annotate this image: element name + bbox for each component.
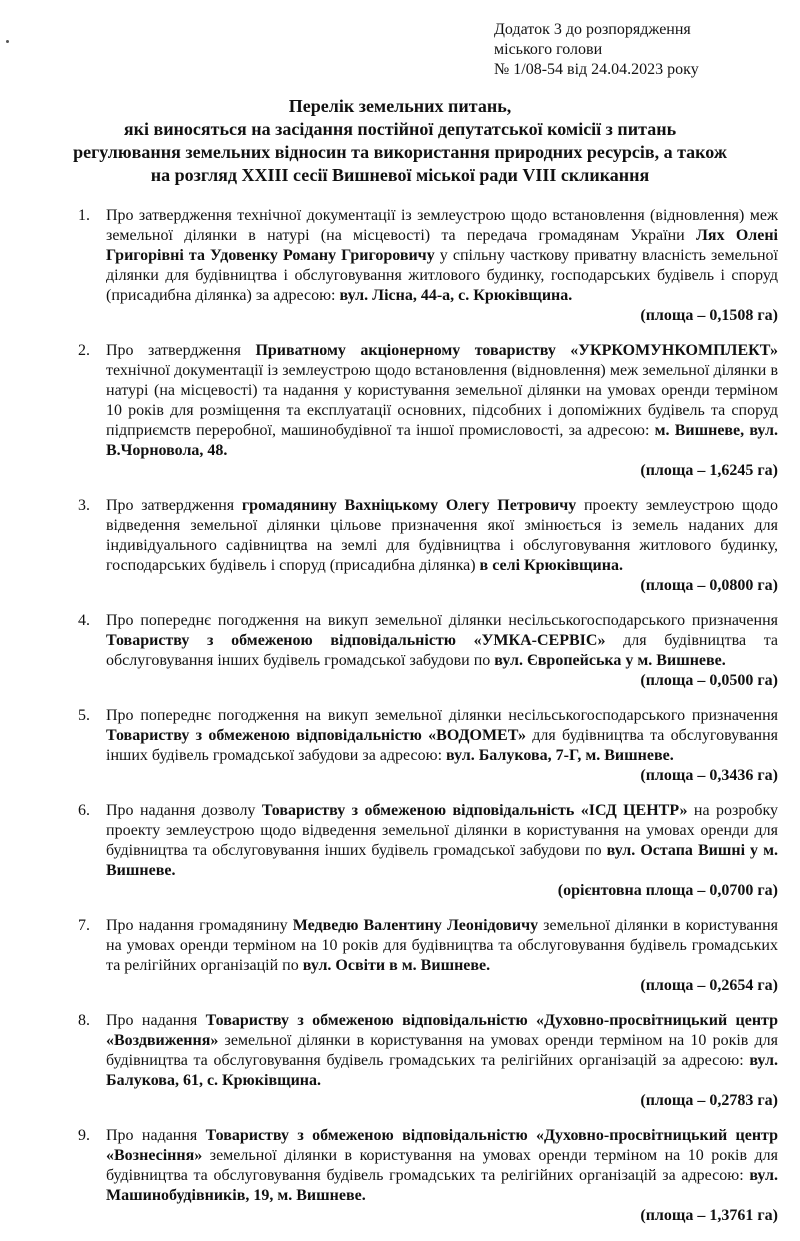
list-item (0, 916, 800, 996)
annex-block (494, 20, 699, 80)
title-line-1: Перелік земельних питань, (288, 96, 512, 116)
item-number: 9. (78, 1127, 90, 1144)
item-number: 3. (78, 497, 90, 514)
item-text: Про попереднє погодження на викуп земельної ділянки несільськогосподарського призначення Товариству з обмеженою відповідальністю «ВОДОМЕТ» для будівництва та обслуговування інших будівель громадської забудови за адресою: вул. Балукова, 7-Г, м. Вишневе. (площа – 0,3436 га) (106, 707, 778, 784)
annex-line-1: Додаток 3 до розпорядження (494, 21, 691, 38)
item-text: Про надання громадянину Медведю Валентину Леонідовичу земельної ділянки в користування на умовах оренди терміном на 10 років для будівництва та обслуговування будівель громадських та релігійних організацій по вул. Освіти в м. Вишневе. (площа – 0,2654 га) (106, 917, 779, 994)
item-text: Про затвердження Приватному акціонерному товариству «УКРКОМУНКОМПЛЕКТ» технічної документації із землеустрою щодо встановлення (відновлення) меж земельної ділянки в натурі (на місцевості) та надання у користування земельної ділянки на умовах оренди терміном 10 років для розміщення та експлуатації основних, підсобних і допоміжних будівель та споруд підприємств переробної, машинобудівної та іншої промисловості, за адресою: м. Вишневе, вул. В.Чорновола, 48. (площа – 1,6245 га) (106, 342, 779, 479)
item-text: Про надання дозволу Товариству з обмеженою відповідальність «ІСД ЦЕНТР» на розробку проекту землеустрою щодо відведення земельної ділянки в користування на умовах оренди для будівництва та обслуговування інших будівель громадської забудови по вул. Остапа Вишні у м. Вишневе. (орієнтовна площа – 0,0700 га) (106, 802, 779, 899)
item-number: 6. (78, 802, 90, 819)
item-text: Про затвердження громадянину Вахніцькому Олегу Петровичу проекту землеустрою щодо відведення земельної ділянки цільове призначення якої змінюється із земель наданих для індивідуального садівництва на землі для будівництва і обслуговування житлового будинку, господарських будівель і споруд (присадибна ділянка) в селі Крюківщина. (площа – 0,0800 га) (106, 497, 778, 594)
title-line-2: які виносяться на засідання постійної депутатської комісії з питань (123, 119, 677, 139)
list-item (0, 496, 800, 596)
item-number: 5. (78, 707, 90, 724)
item-area: (орієнтовна площа – 0,0700 га) (557, 882, 778, 899)
item-area: (площа – 0,3436 га) (640, 767, 778, 784)
list-item (0, 706, 800, 786)
item-number: 4. (78, 612, 90, 629)
list-item (0, 341, 800, 481)
item-area: (площа – 0,2783 га) (640, 1092, 778, 1109)
item-text: Про надання Товариству з обмеженою відповідальністю «Духовно-просвітницький центр «Вознесіння» земельної ділянки в користування на умовах оренди терміном на 10 років для будівництва та обслуговування будівель громадських та релігійних організацій за адресою: вул. Машинобудівників, 19, м. Вишневе. (площа – 1,3761 га) (106, 1127, 778, 1224)
issues-list (0, 206, 800, 1241)
title-line-3: регулювання земельних відносин та використання природних ресурсів, а також (73, 142, 727, 162)
list-item (0, 1011, 800, 1111)
item-text: Про надання Товариству з обмеженою відповідальністю «Духовно-просвітницький центр «Воздвиження» земельної ділянки в користування на умовах оренди терміном на 10 років для будівництва та обслуговування будівель громадських та релігійних організацій за адресою: вул. Балукова, 61, с. Крюківщина. (площа – 0,2783 га) (106, 1012, 778, 1109)
item-area: (площа – 0,0500 га) (640, 672, 778, 689)
annex-line-2: міського голови (494, 41, 603, 58)
list-item (0, 1126, 800, 1226)
item-number: 2. (78, 342, 90, 359)
title-line-4: на розгляд XXIII сесії Вишневої міської ради VIII скликання (150, 165, 650, 185)
list-item (0, 206, 800, 326)
item-area: (площа – 0,1508 га) (640, 307, 778, 324)
item-number: 1. (78, 207, 90, 224)
list-item (0, 611, 800, 691)
item-number: 7. (78, 917, 90, 934)
item-number: 8. (78, 1012, 90, 1029)
item-area: (площа – 1,3761 га) (640, 1207, 778, 1224)
document-title (0, 95, 800, 187)
annex-line-3: № 1/08-54 від 24.04.2023 року (494, 61, 699, 78)
item-text: Про попереднє погодження на викуп земельної ділянки несільськогосподарського призначення Товариству з обмеженою відповідальністю «УМКА-СЕРВІС» для будівництва та обслуговування інших будівель громадської забудови по вул. Європейська у м. Вишневе. (площа – 0,0500 га) (106, 612, 778, 689)
item-area: (площа – 0,2654 га) (640, 977, 778, 994)
scan-mark (6, 40, 9, 43)
item-area: (площа – 1,6245 га) (640, 462, 778, 479)
item-area: (площа – 0,0800 га) (640, 577, 778, 594)
item-text: Про затвердження технічної документації із землеустрою щодо встановлення (відновлення) меж земельної ділянки в натурі (на місцевості) та передача громадянам України Лях Олені Григорівні та Удовенку Роману Григоровичу у спільну часткову приватну власність земельної ділянки для будівництва і обслуговування житлового будинку, господарських будівель і споруд (присадибна ділянка) за адресою: вул. Лісна, 44-а, с. Крюківщина. (площа – 0,1508 га) (106, 207, 779, 324)
list-item (0, 801, 800, 901)
